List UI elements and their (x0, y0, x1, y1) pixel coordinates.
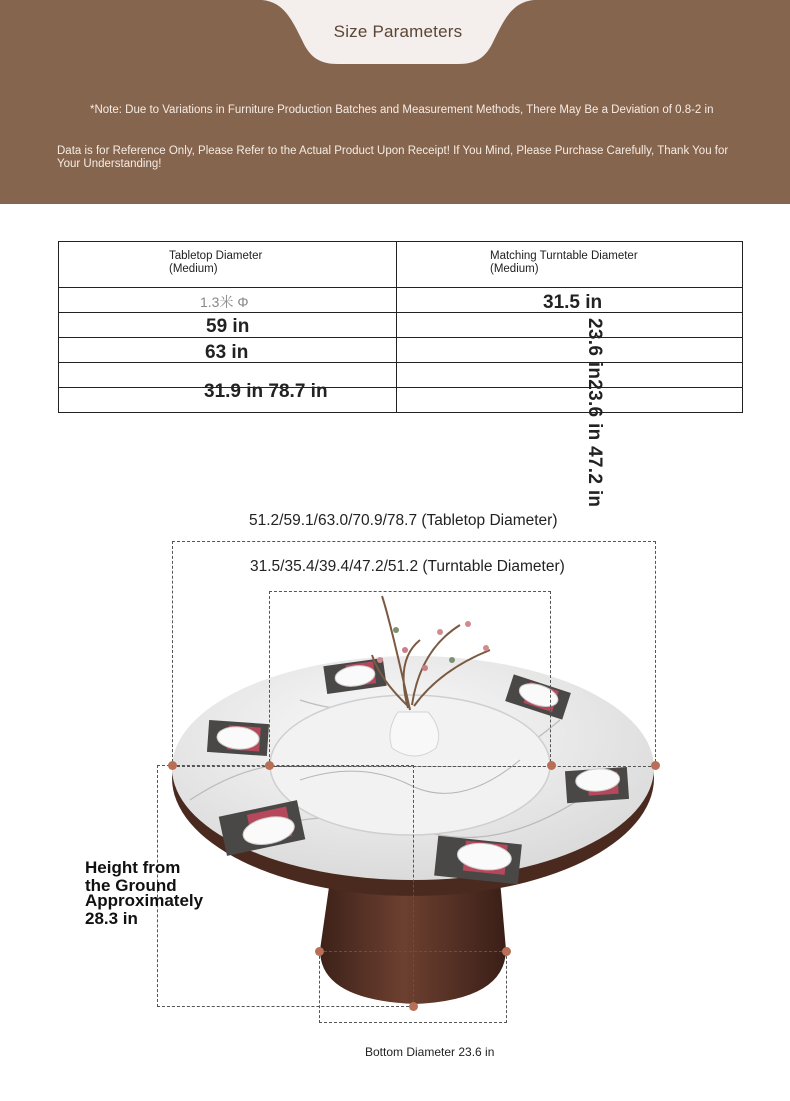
height-label-line3: Approximately (85, 891, 204, 910)
bottom-dimension-box (319, 951, 507, 1023)
bottom-diameter-label: Bottom Diameter 23.6 in (365, 1045, 495, 1059)
header-tabletop-line2: (Medium) (169, 263, 218, 275)
cell-value: 1.3米 Φ (200, 294, 249, 310)
tabletop-diameter-label: 51.2/59.1/63.0/70.9/78.7 (Tabletop Diameter) (249, 512, 558, 529)
height-label-line2: the Ground (85, 876, 177, 895)
marker-dot (168, 761, 177, 770)
height-label-line1: Height from (85, 858, 181, 877)
marker-dot (547, 761, 556, 770)
marker-dot (651, 761, 660, 770)
marker-dot (502, 947, 511, 956)
height-label (85, 859, 225, 928)
cell-value: 59 in (206, 316, 250, 337)
marker-dot (315, 947, 324, 956)
cell-value: 31.5 in (543, 292, 603, 313)
turntable-dimension-box (269, 591, 551, 767)
cell-value: 63 in (205, 342, 249, 363)
marker-dot (409, 1002, 418, 1011)
page-title: Size Parameters (333, 22, 463, 41)
note-reference: Data is for Reference Only, Please Refer to the Actual Product Upon Receipt! If You Mind, Please Purchase Carefully, Thank You for Your Understanding! (57, 145, 729, 170)
marker-dot (265, 761, 274, 770)
header-turntable-line2: (Medium) (490, 263, 539, 275)
place-setting (565, 767, 629, 803)
turntable-diameter-label: 31.5/35.4/39.4/47.2/51.2 (Turntable Diameter) (250, 558, 565, 575)
header-turntable-line1: Matching Turntable Diameter (490, 250, 638, 262)
cell-value: 31.9 in 78.7 in (204, 381, 328, 402)
height-label-line4: 28.3 in (85, 909, 138, 928)
note-deviation: *Note: Due to Variations in Furniture Production Batches and Measurement Methods, There May Be a Deviation of 0.8-2 in (90, 104, 714, 116)
header-tabletop-line1: Tabletop Diameter (169, 250, 263, 262)
vertical-overlay-text: 23.6 in23.6 in 47.2 in (584, 318, 605, 508)
